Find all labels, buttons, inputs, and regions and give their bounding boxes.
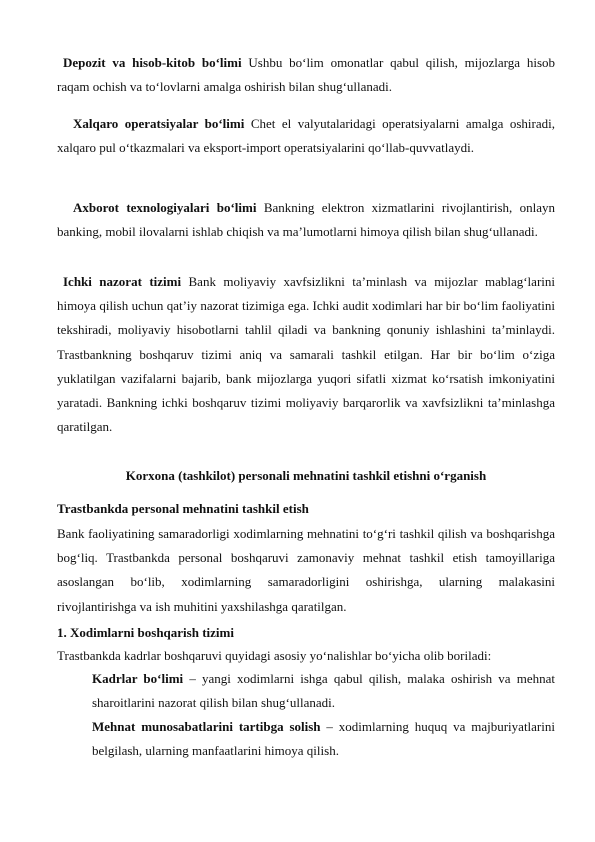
text-it: Bankning elektron xizmatlarini rivojlantirish, onlayn banking, mobil ilovalarni ishlab chiqish va ma’lumotlarni himoya qilish bilan shug‘ullanadi. <box>57 200 555 240</box>
bullet-term: Kadrlar bo‘limi <box>92 671 184 686</box>
intro-line: Trastbankda kadrlar boshqaruvi quyidagi asosiy yo‘nalishlar bo‘yicha olib boriladi: <box>57 648 492 663</box>
bullet-item <box>92 715 555 763</box>
bullet-text: – yangi xodimlarni ishga qabul qilish, malaka oshirish va mehnat sharoitlarini nazorat qilish bilan shug‘ullanadi. <box>92 671 555 710</box>
term-international: Xalqaro operatsiyalar bo‘limi <box>73 116 245 131</box>
section-title: Korxona (tashkilot) personali mehnatini tashkil etishni o‘rganish <box>125 468 487 483</box>
paragraph-international <box>57 112 555 160</box>
text-internal-control: Bank moliyaviy xavfsizlikni ta’minlash va mijozlar mablag‘larini himoya qilish uchun qat’iy nazorat tizimiga ega. Ichki audit xodimlari har bir bo‘lim faoliyatini tekshiradi, moliyaviy hisobotlarni tahlil qiladi va bankning qonuniy ishlashini ta’minlaydi. Trastbankning boshqaruv tizimi aniq va samarali tashkil etilgan. Har bir bo‘lim o‘ziga yuklatilgan vazifalarni bajarib, bank mijozlarga yuqori sifatli xizmat ko‘rsatish imkoniyatini yaratadi. Bankning ichki boshqaruv tizimi moliyaviy barqarorlik va xavfsizlikni ta’minlashga qaratilgan. <box>57 274 555 435</box>
numbered-heading: 1. Xodimlarni boshqarish tizimi <box>57 625 234 640</box>
bullet-item <box>92 667 555 715</box>
paragraph-it <box>57 196 555 244</box>
term-it: Axborot texnologiyalari bo‘limi <box>73 200 257 215</box>
bullet-text: – xodimlarning huquq va majburiyatlarini belgilash, ularning manfaatlarini himoya qilish. <box>92 719 555 758</box>
text-deposit: Ushbu bo‘lim omonatlar qabul qilish, mijozlarga hisob raqam ochish va to‘lovlarni amalga oshirish bilan shug‘ullanadi. <box>57 55 555 95</box>
term-deposit: Depozit va hisob-kitob bo‘limi <box>63 55 242 70</box>
text-international: Chet el valyutalaridagi operatsiyalarni amalga oshiradi, xalqaro pul o‘tkazmalari va eksport-import operatsiyalarini qo‘llab-quvvatlaydi. <box>57 116 555 156</box>
paragraph-internal-control <box>57 270 555 439</box>
subsection-paragraph: Bank faoliyatining samaradorligi xodimlarning mehnatini to‘g‘ri tashkil qilish va boshqarishga bog‘liq. Trastbankda personal boshqaruvi zamonaviy mehnat tashkil etish tamoyillariga asoslangan bo‘lib, xodimlarning samaradorligini oshirishga, ularning malakasini rivojlantirishga va ish muhitini yaxshilashga qaratilgan. <box>57 526 555 614</box>
term-internal-control: Ichki nazorat tizimi <box>63 274 182 289</box>
paragraph-deposit <box>57 51 555 99</box>
subsection-title: Trastbankda personal mehnatini tashkil etish <box>57 501 309 516</box>
bullet-term: Mehnat munosabatlarini tartibga solish <box>92 719 321 734</box>
